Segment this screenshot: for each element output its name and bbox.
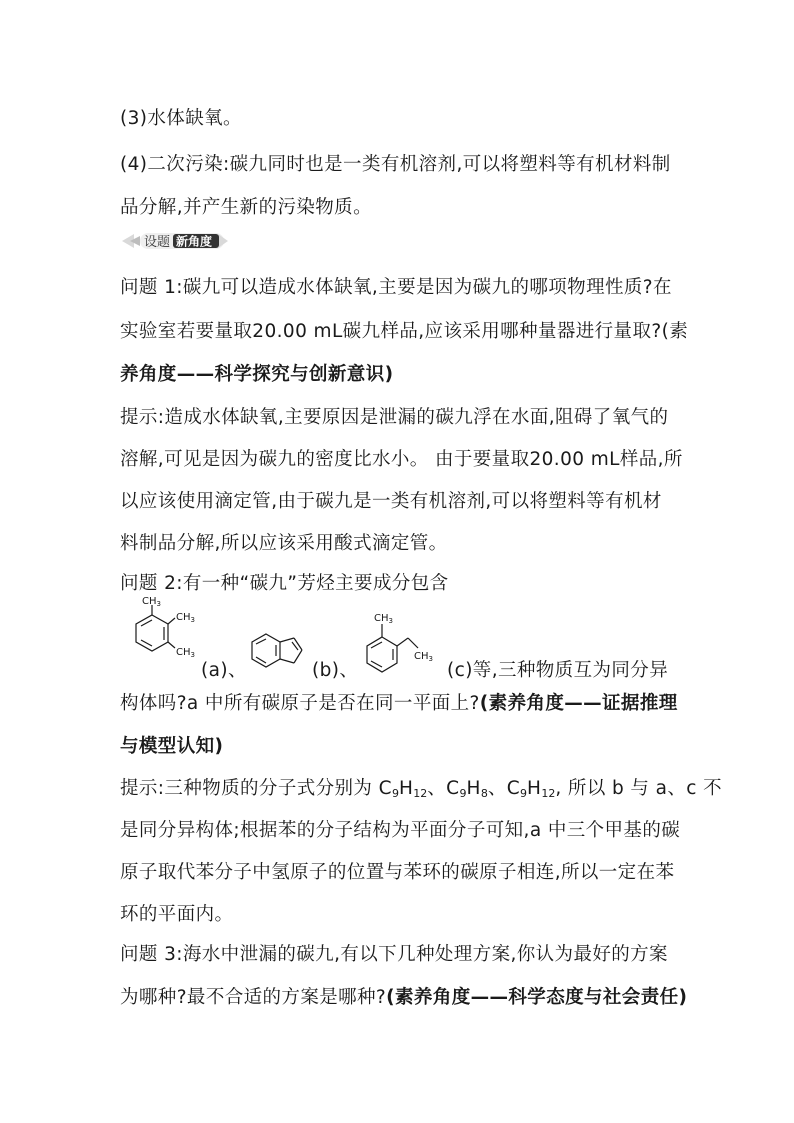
molecule-b (244, 628, 314, 674)
formula-sep: 、 (427, 778, 447, 799)
q2-line1: 问题 2:有一种“碳九”芳烃主要成分包含 (120, 573, 449, 594)
hint2-line2: 是同分异构体;根据苯的分子结构为平面分子可知,a 中三个甲基的碳 (120, 820, 681, 841)
q2-line3-text: 构体吗?a 中所有碳原子是否在同一平面上? (120, 693, 480, 714)
hint1-line1: 提示:造成水体缺氧,主要原因是泄漏的碳九浮在水面,阻碍了氧气的 (120, 407, 669, 428)
badge-text-2: 新角度 (176, 234, 213, 249)
q1-line2: 实验室若要量取20.00 mL碳九样品,应该采用哪种量器进行量取?(素 (120, 321, 689, 342)
molecule-a (122, 592, 204, 674)
hint2-line4: 环的平面内。 (120, 904, 234, 925)
ch3-label: $CH_3$ (374, 613, 393, 625)
hint2-line1-post: 所以 b 与 a、c 不 (561, 778, 722, 799)
q3-line2 (120, 983, 687, 1009)
q1-line1: 问题 1:碳九可以造成水体缺氧,主要是因为碳九的哪项物理性质?在 (120, 277, 672, 298)
ch3-label: $CH_3$ (414, 651, 433, 663)
q2-line3 (120, 689, 678, 715)
molecule-c-label: (c)等,三种物质互为同分异 (447, 660, 669, 681)
q1-line3: 养角度——科学探究与创新意识) (120, 364, 394, 385)
q2-line3-bold: (素养角度——证据推理 (479, 693, 678, 714)
item-4-text-line2: 品分解,并产生新的污染物质。 (120, 197, 372, 218)
q2-line4: 与模型认知) (120, 736, 224, 757)
hint2-line1 (120, 774, 722, 800)
hint1-line3: 以应该使用滴定管,由于碳九是一类有机溶剂,可以将塑料等有机材 (120, 491, 662, 512)
ch3-label: $CH_3$ (176, 612, 195, 624)
formula-c: $C_9H_{12}$ (506, 778, 556, 800)
section-badge (120, 229, 230, 253)
hint2-line3: 原子取代苯分子中氢原子的位置与苯环的碳原子相连,所以一定在苯 (120, 862, 675, 883)
ch3-label: $CH_3$ (176, 647, 195, 659)
molecule-b-label: (b)、 (312, 660, 359, 681)
item-4-text-line1: (4)二次污染:碳九同时也是一类有机溶剂,可以将塑料等有机材料制 (120, 154, 671, 175)
formula-a: $C_9H_{12}$ (378, 778, 428, 800)
formula-sep: 、 (487, 778, 507, 799)
hint2-line1-pre: 提示:三种物质的分子式分别为 (120, 778, 379, 799)
molecule-c (356, 608, 446, 680)
item-3-text: (3)水体缺氧。 (120, 108, 242, 129)
hint1-line4: 料制品分解,所以应该采用酸式滴定管。 (120, 533, 448, 554)
q3-line2-bold: (素养角度——科学态度与社会责任) (386, 987, 688, 1008)
molecule-a-label: (a)、 (201, 660, 247, 681)
hint1-line2: 溶解,可见是因为碳九的密度比水小。 由于要量取20.00 mL样品,所 (120, 449, 683, 470)
formula-b: $C_9H_8$ (446, 778, 488, 800)
q3-line2-text: 为哪种?最不合适的方案是哪种? (120, 987, 387, 1008)
ch3-label: $CH_3$ (142, 596, 161, 608)
formula-sep: , (555, 778, 562, 799)
badge-text-1: 设题 (144, 235, 171, 250)
q3-line1: 问题 3:海水中泄漏的碳九,有以下几种处理方案,你认为最好的方案 (120, 944, 668, 965)
